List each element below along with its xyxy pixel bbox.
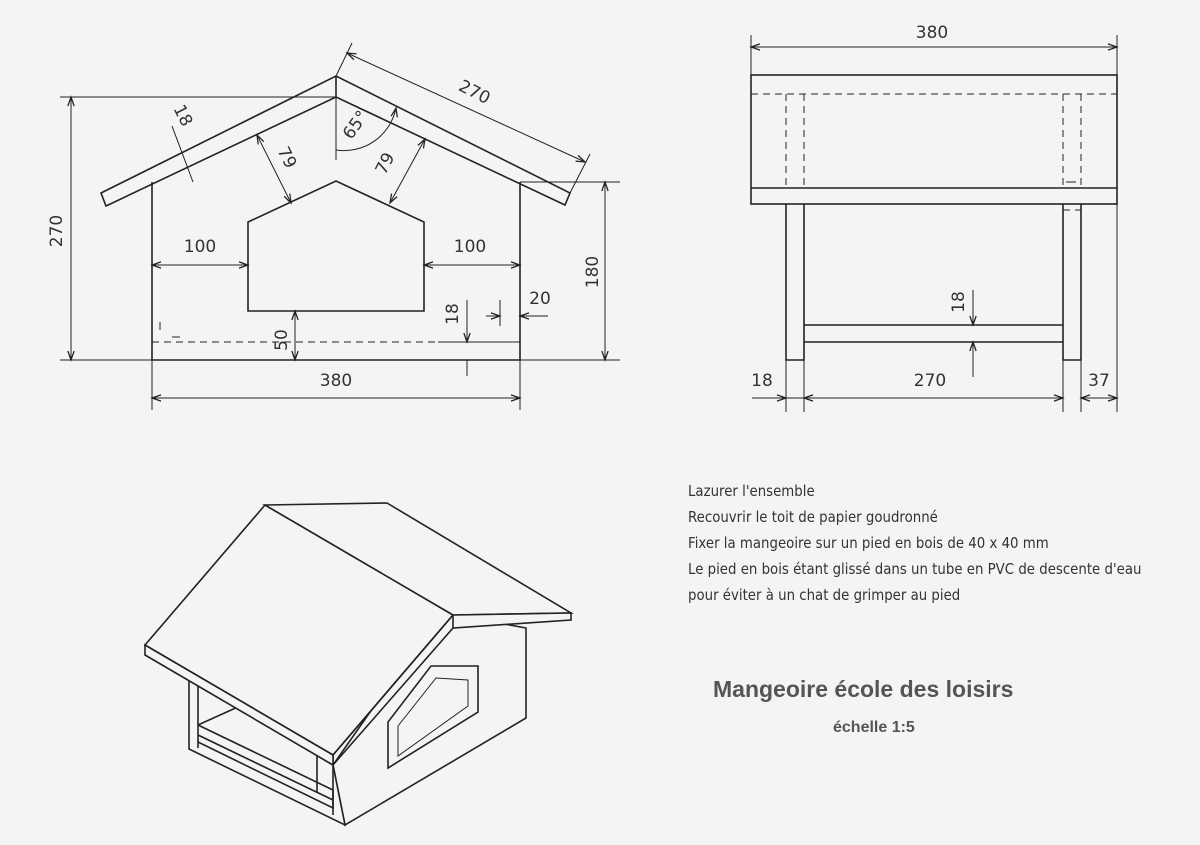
drawing-scale: échelle 1:5 [833,719,915,736]
dim-overhang: 37 [1088,371,1110,391]
dim-opening-bottom: 50 [272,329,292,351]
dim-margin-right: 100 [453,237,487,257]
dim-gap-left: 79 [272,143,301,172]
dim-roof-length: 270 [455,76,494,109]
dim-margin-left: 100 [183,237,217,257]
front-view [47,43,620,410]
dim-gap-right: 79 [371,149,400,178]
note-line: Recouvrir le toit de papier goudronné [688,508,938,526]
construction-notes [688,478,1141,608]
note-line: Lazurer l'ensemble [688,482,815,500]
note-line: Le pied en bois étant glissé dans un tube en PVC de descente d'eau [688,560,1142,578]
dim-tray-rim: 18 [443,303,463,325]
dim-front-width: 380 [319,371,353,391]
note-line: pour éviter à un chat de grimper au pied [688,586,961,604]
dim-post-thickness: 18 [751,371,773,391]
note-line: Fixer la mangeoire sur un pied en bois de 40 x 40 mm [688,534,1049,552]
dim-side-width: 380 [915,23,949,43]
dim-roof-thickness: 18 [168,101,197,130]
side-view-outline [751,75,1117,360]
drawing-title: Mangeoire école des loisirs [713,676,1014,702]
isometric-view [145,503,571,825]
dim-rim-offset: 20 [529,289,551,309]
dim-front-height: 270 [47,214,67,248]
dim-tray-thickness: 18 [949,291,969,313]
dim-roof-angle: 65° [339,107,373,144]
side-view [751,23,1117,412]
dim-inner-length: 270 [913,371,947,391]
dim-wall-height: 180 [583,255,603,289]
